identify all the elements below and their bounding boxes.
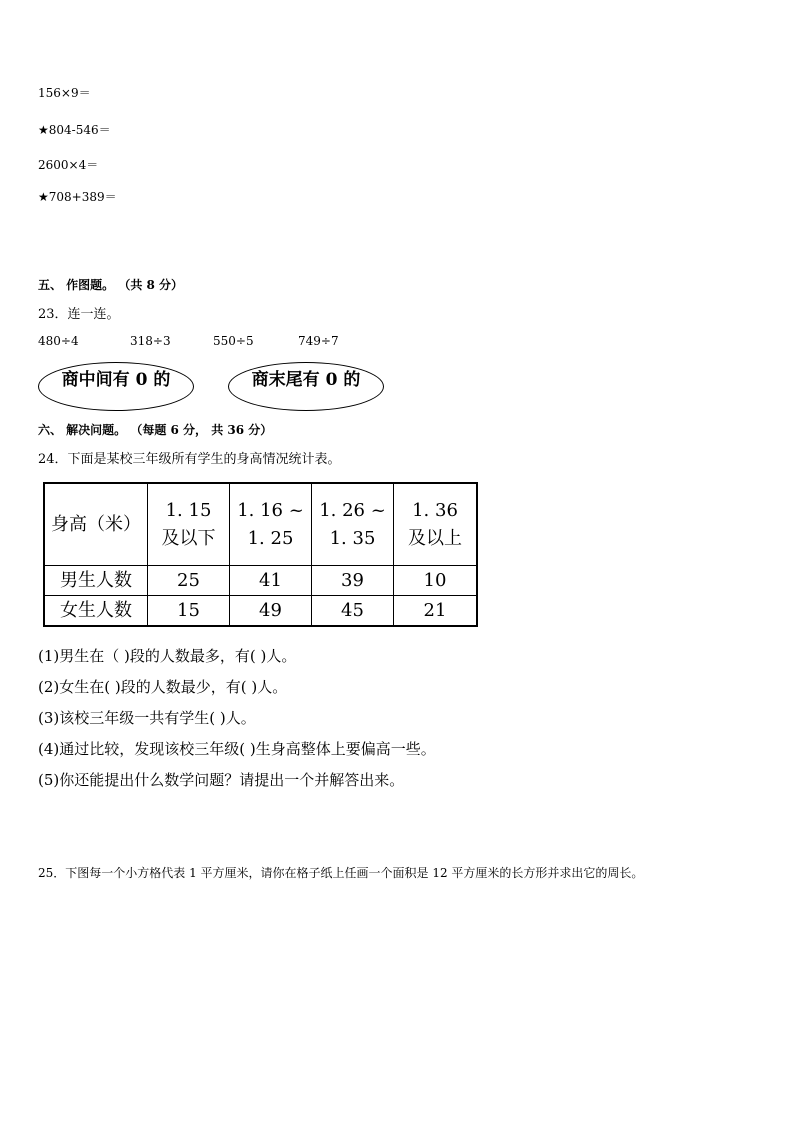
q23-title: 23．连一连。	[38, 307, 120, 322]
q24-title: 24．下面是某校三年级所有学生的身高情况统计表。	[38, 452, 341, 467]
table-header-range: 1. 36 及以上	[394, 483, 478, 566]
table-header-row	[44, 483, 477, 566]
table-cell: 41	[230, 566, 312, 596]
q25-text: 25．下图每一个小方格代表 1 平方厘米，请你在格子纸上任画一个面积是 12 平方厘米的长方形并求出它的周长。	[38, 866, 644, 880]
section-5-title: 五、 作图题。 （共 8 分）	[38, 278, 184, 292]
calc-1: 156×9＝	[38, 86, 91, 100]
table-cell: 15	[148, 596, 230, 627]
section-6-title: 六、 解决问题。 （每题 6 分， 共 36 分）	[38, 423, 273, 437]
q23-division-4: 749÷7	[298, 334, 339, 348]
table-header-label: 身高（米）	[44, 483, 148, 566]
q24-subquestion-5: (5)你还能提出什么数学问题？请提出一个并解答出来。	[38, 771, 405, 789]
table-cell: 45	[312, 596, 394, 627]
table-cell: 10	[394, 566, 478, 596]
q23-division-1: 480÷4	[38, 334, 79, 348]
q23-oval-end-zero-label: 商末尾有 0 的	[251, 370, 361, 390]
q23-division-3: 550÷5	[213, 334, 254, 348]
table-header-range: 1. 26 ~ 1. 35	[312, 483, 394, 566]
table-header-range: 1. 15 及以下	[148, 483, 230, 566]
q23-oval-middle-zero	[38, 362, 194, 411]
q23-oval-middle-zero-label: 商中间有 0 的	[61, 370, 171, 390]
table-cell: 49	[230, 596, 312, 627]
table-row	[44, 596, 477, 627]
calc-2: ★804-546＝	[38, 123, 111, 137]
q23-division-2: 318÷3	[130, 334, 171, 348]
calc-3: 2600×4＝	[38, 158, 99, 172]
q24-subquestion-3: (3)该校三年级一共有学生( )人。	[38, 709, 256, 727]
table-header-range: 1. 16 ~ 1. 25	[230, 483, 312, 566]
height-stats-table	[43, 482, 478, 627]
table-cell: 25	[148, 566, 230, 596]
table-row-label: 女生人数	[44, 596, 148, 627]
table-row	[44, 566, 477, 596]
table-cell: 39	[312, 566, 394, 596]
table-row-label: 男生人数	[44, 566, 148, 596]
q24-subquestion-1: (1)男生在（ )段的人数最多，有( )人。	[38, 647, 297, 665]
calc-4: ★708+389＝	[38, 190, 117, 204]
table-cell: 21	[394, 596, 478, 627]
q24-subquestion-2: (2)女生在( )段的人数最少，有( )人。	[38, 678, 288, 696]
q24-subquestion-4: (4)通过比较，发现该校三年级( )生身高整体上要偏高一些。	[38, 740, 436, 758]
q23-oval-end-zero	[228, 362, 384, 411]
